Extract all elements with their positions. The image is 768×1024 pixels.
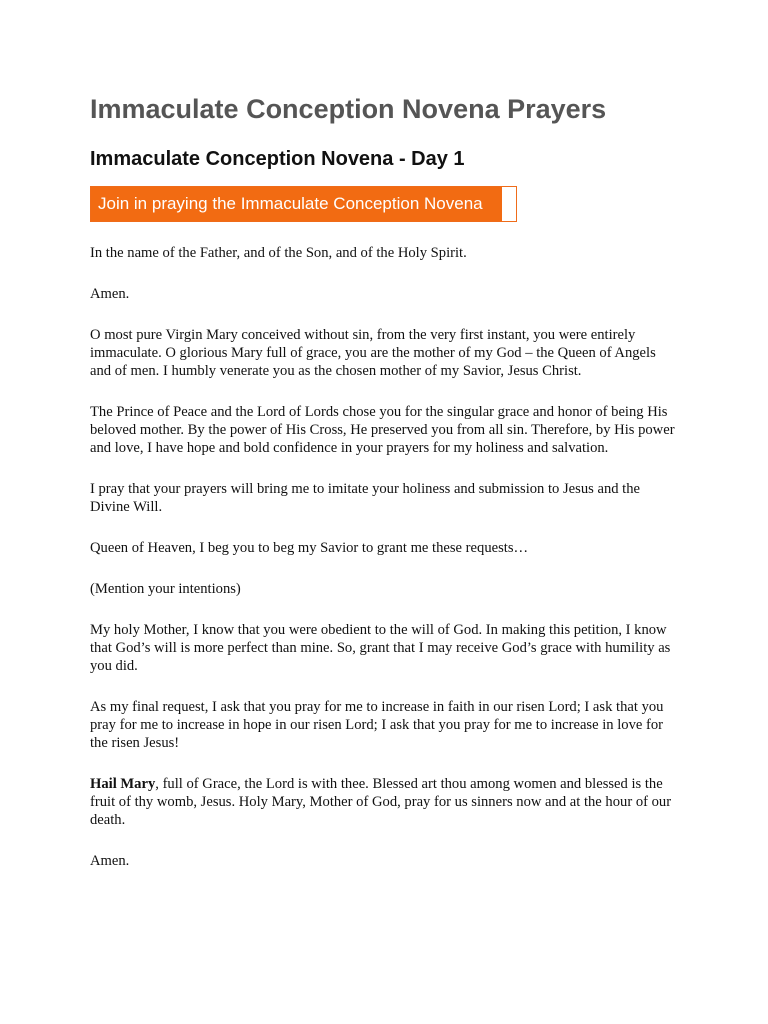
prayer-paragraph: I pray that your prayers will bring me to imitate your holiness and submission to Jesus and the Divine Will. — [90, 481, 641, 515]
prayer-paragraph: As my final request, I ask that you pray for me to increase in faith in our risen Lord; I ask that you pray for me to increase in hope in our risen Lord; I ask that you pray for me to increase in love for the risen Jesus! — [90, 699, 664, 751]
join-novena-button[interactable] — [90, 186, 517, 222]
prayer-paragraph: The Prince of Peace and the Lord of Lords chose you for the singular grace and honor of being His beloved mother. By the power of His Cross, He preserved you from all sin. Therefore, by His power and love, I have hope and bold confidence in your prayers for my holiness and salvation. — [90, 404, 675, 456]
prayer-paragraph: Queen of Heaven, I beg you to beg my Savior to grant me these requests… — [90, 540, 529, 556]
hail-mary-lead: Hail Mary — [90, 776, 156, 792]
page-subtitle: Immaculate Conception Novena - Day 1 — [90, 148, 465, 170]
prayer-paragraph: O most pure Virgin Mary conceived without sin, from the very first instant, you were entirely immaculate. O glorious Mary full of grace, you are the mother of my God – the Queen of Angels and of men. I humbly venerate you as the chosen mother of my Savior, Jesus Christ. — [90, 327, 656, 379]
join-button-fill — [91, 187, 502, 221]
hail-mary-paragraph — [90, 775, 680, 829]
hail-mary-rest: , full of Grace, the Lord is with thee. Blessed art thou among women and blessed is the fruit of thy womb, Jesus. Holy Mary, Mother of God, pray for us sinners now and at the hour of our death. — [90, 776, 672, 828]
page-title: Immaculate Conception Novena Prayers — [90, 94, 607, 124]
document-page — [90, 92, 680, 893]
closing-amen: Amen. — [90, 853, 130, 869]
prayer-paragraph: My holy Mother, I know that you were obedient to the will of God. In making this petition, I know that God’s will is more perfect than mine. So, grant that I may receive God’s grace with humility as you did. — [90, 622, 671, 674]
prayer-paragraph: Amen. — [90, 286, 130, 302]
prayer-paragraph: In the name of the Father, and of the Son, and of the Holy Spirit. — [90, 245, 467, 261]
join-button-label: Join in praying the Immaculate Conception Novena — [98, 194, 483, 213]
prayer-text — [90, 244, 680, 870]
prayer-paragraph: (Mention your intentions) — [90, 581, 241, 597]
